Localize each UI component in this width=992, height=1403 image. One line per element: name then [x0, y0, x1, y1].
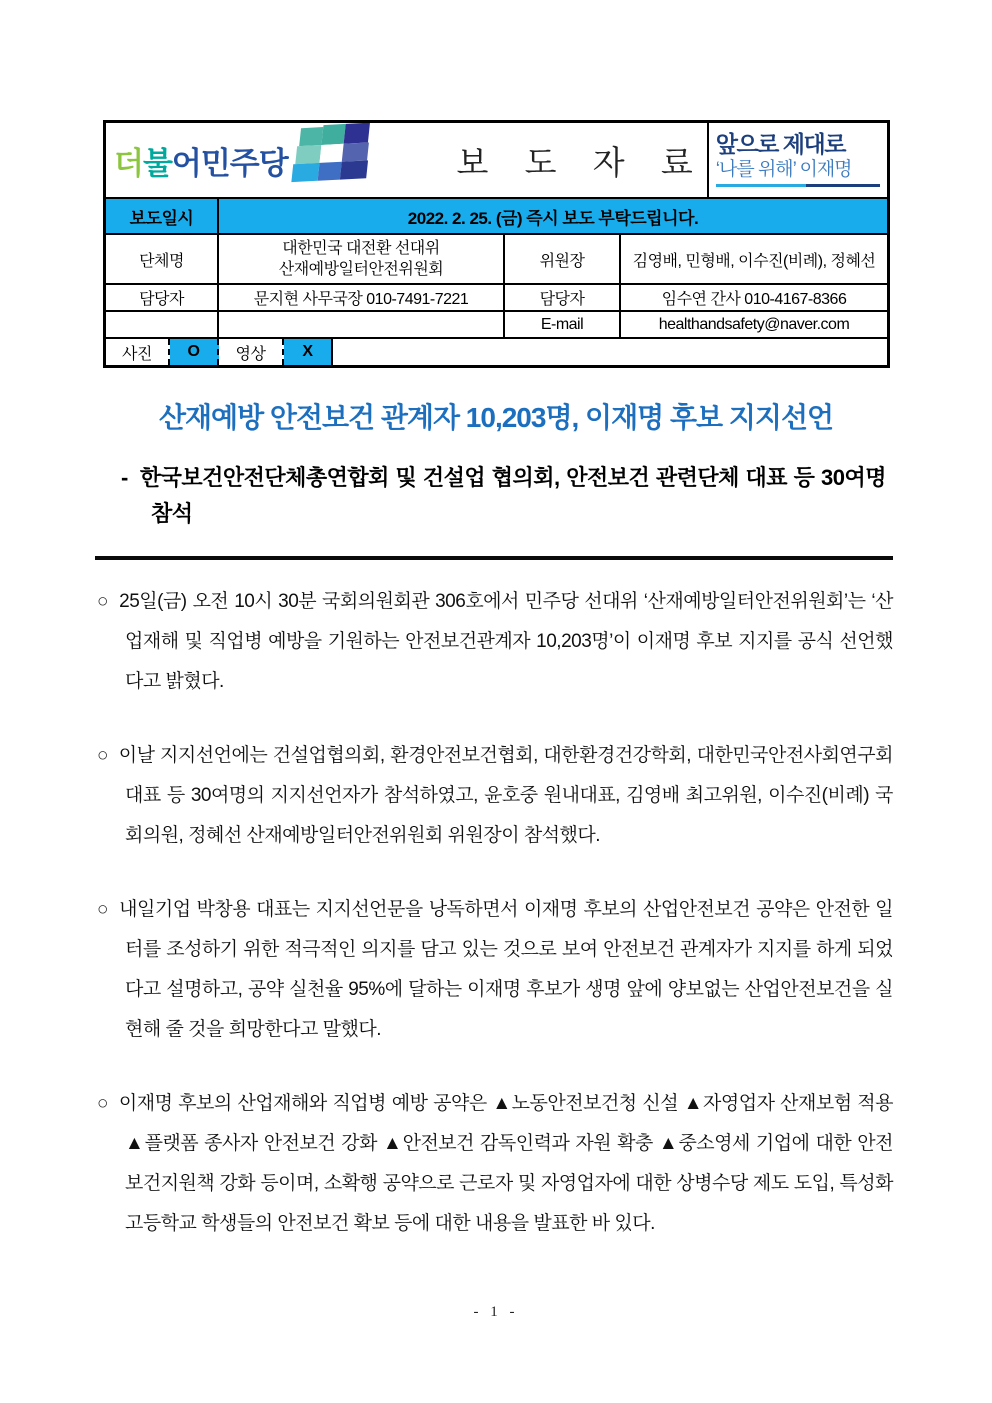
contact-left-value: 문지현 사무국장 010-7491-7221	[219, 285, 505, 310]
party-flag-icon	[290, 123, 376, 195]
header-band	[106, 123, 887, 197]
party-name-part1: 더	[114, 145, 143, 181]
org-label: 단체명	[106, 235, 219, 283]
paragraph-text: 내일기업 박창용 대표는 지지선언문을 낭독하면서 이재명 후보의 산업안전보건 공약은 안전한 일터를 조성하기 위한 적극적인 의지를 담고 있는 것으로 보여 안전보건 관계자가 지지를 하게 되었다고 설명하고, 공약 실천율 95%에 달하는 이재명 후보가 생명 앞에 양보없는 산업안전보건을 실현해 줄 것을 희망한다고 말했다.	[119, 899, 893, 1040]
slogan-line2: ‘나를 위해’ 이재명	[715, 159, 852, 180]
paragraph-2	[97, 736, 893, 856]
party-name-part3: 어민주당	[171, 145, 288, 181]
photo-label: 사진	[106, 339, 170, 365]
paragraph-text: 이날 지지선언에는 건설업협의회, 환경안전보건협회, 대한환경건강학회, 대한민국안전사회연구회 대표 등 30여명의 지지선언자가 참석하였고, 윤호중 원내대표, 김영배 최고위원, 이수진(비례) 국회의원, 정혜선 산재예방일터안전위원회 위원장이 참석했다.	[118, 745, 893, 846]
contact-right-label: 담당자	[505, 285, 621, 310]
party-name-part2: 불	[142, 145, 172, 181]
paragraph-text: 이재명 후보의 산업재해와 직업병 예방 공약은 ▲노동안전보건청 신설 ▲자영업자 산재보험 적용 ▲플랫폼 종사자 안전보건 강화 ▲안전보건 감독인력과 자원 확충 ▲중소영세 기업에 대한 안전보건지원책 강화 등이며, 소확행 공약으로 근로자 및 자영업자에 대한 상병수당 제도 도입, 특성화고등학교 학생들의 안전보건 확보 등에 대한 내용을 발표한 바 있다.	[118, 1093, 893, 1234]
release-date-value: 2022. 2. 25. (금) 즉시 보도 부탁드립니다.	[407, 208, 699, 228]
row-release-date	[106, 197, 887, 233]
org-value	[219, 235, 505, 283]
subtitle	[121, 460, 886, 532]
row-organization	[106, 233, 887, 283]
paragraph-1	[97, 582, 893, 702]
org-value-line2: 산재예방일터안전위원회	[278, 261, 444, 278]
slogan-underline-cyan	[716, 184, 806, 187]
empty-cell	[219, 312, 505, 337]
campaign-slogan-box	[707, 123, 887, 197]
contact-right-value: 임수연 간사 010-4167-8366	[661, 291, 847, 308]
party-logo	[106, 123, 442, 197]
paragraph-bullet: ○	[97, 1093, 109, 1114]
slogan-underline	[716, 184, 880, 187]
paragraph-4	[97, 1084, 893, 1244]
video-label: 영상	[219, 339, 284, 365]
org-value-line1: 대한민국 대전환 선대위	[282, 240, 440, 257]
row-email	[106, 310, 887, 337]
headline: 산재예방 안전보건 관계자 10,203명, 이재명 후보 지지선언	[158, 402, 834, 433]
paragraph-bullet: ○	[97, 745, 109, 766]
body-text	[97, 582, 893, 1278]
empty-cell	[333, 339, 887, 365]
press-header-table	[103, 120, 890, 368]
row-contacts	[106, 283, 887, 310]
email-label: E-mail	[505, 312, 621, 337]
party-name	[114, 138, 288, 183]
doc-type-title: 보 도 자 료	[456, 145, 707, 182]
contact-left-label: 담당자	[106, 285, 219, 310]
section-divider	[95, 556, 893, 560]
paragraph-bullet: ○	[97, 591, 110, 612]
doc-type-area	[442, 123, 706, 197]
page-number: - 1 -	[473, 1304, 519, 1320]
chair-value: 김영배, 민형배, 이수진(비례), 정혜선	[632, 252, 876, 270]
paragraph-bullet: ○	[97, 899, 110, 920]
subtitle-dash: -	[121, 465, 128, 490]
email-value: healthandsafety@naver.com	[658, 315, 850, 333]
chair-label: 위원장	[505, 235, 621, 283]
photo-flag: O	[170, 339, 219, 365]
slogan-underline-navy	[806, 184, 880, 187]
paragraph-3	[97, 890, 893, 1050]
subtitle-text: 한국보건안전단체총연합회 및 건설업 협의회, 안전보건 관련단체 대표 등 30여명 참석	[139, 465, 886, 526]
empty-cell	[106, 312, 219, 337]
slogan-line1: 앞으로 제대로	[715, 131, 845, 157]
release-date-label: 보도일시	[106, 199, 219, 233]
video-flag: X	[284, 339, 333, 365]
paragraph-text: 25일(금) 오전 10시 30분 국회의원회관 306호에서 민주당 선대위 ‘산재예방일터안전위원회’는 ‘산업재해 및 직업병 예방을 기원하는 안전보건관계자 10,203명’이 이재명 후보 지지를 공식 선언했다고 밝혔다.	[119, 591, 893, 692]
row-media-flags	[106, 337, 887, 365]
